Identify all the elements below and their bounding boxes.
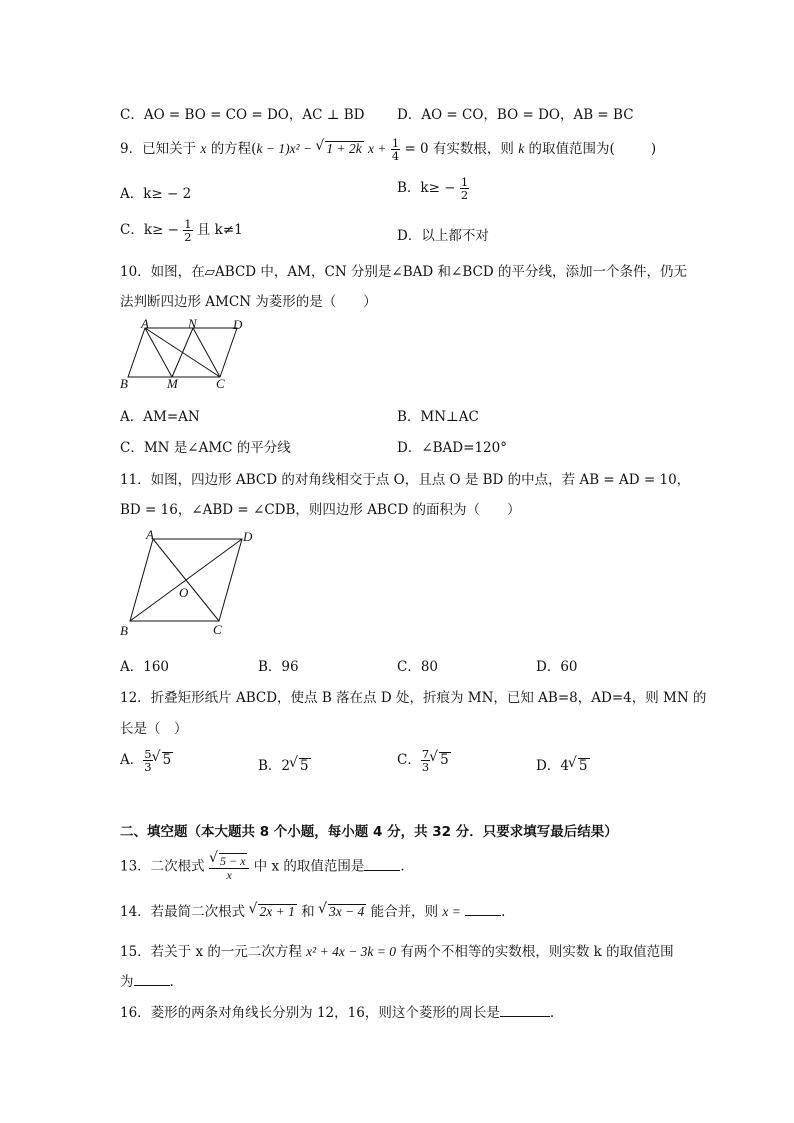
- q11-line1: 11．如图，四边形 ABCD 的对角线相交于点 O，且点 O 是 BD 的中点，若 AB = AD = 10，: [120, 472, 691, 488]
- q10-label-n: N: [188, 318, 197, 331]
- q12-option-b: B．2√ 5: [258, 754, 311, 774]
- q10-label-c: C: [216, 376, 225, 391]
- q9-option-c: C．k≥ − $\frac{1}{2}$ 且 k≠1: [120, 217, 243, 244]
- q9-option-b: B．k≥ − $\frac{1}{2}$: [397, 175, 469, 202]
- q11-option-c: C．80: [397, 659, 439, 675]
- q16-blank[interactable]: [500, 1016, 550, 1017]
- q8-option-c: C．AO = BO = CO = DO，AC ⊥ BD: [120, 107, 365, 123]
- q9-stem-eq: k − 1)x² −: [256, 141, 313, 156]
- q9-stem-pre: 9．已知关于: [120, 141, 197, 157]
- q12-line2: 长是（ ）: [120, 721, 188, 737]
- q9-stem-close: ): [650, 141, 657, 157]
- q10-label-a: A: [141, 318, 149, 331]
- q10-segment-nc: [193, 328, 220, 377]
- q15-blank[interactable]: [134, 985, 170, 986]
- q11-diagonal-bd: [130, 539, 242, 621]
- q15-line1: 15．若关于 x 的一元二次方程 x² + 4x − 3k = 0 有两个不相等的实数根，则实数 k 的取值范围: [120, 944, 674, 960]
- q15-line2: 为 .: [120, 974, 174, 990]
- q9-sqrt: √ 1 + 2k: [325, 141, 363, 156]
- q11-figure: [115, 525, 265, 643]
- q11-label-b: B: [120, 623, 128, 638]
- q14-blank[interactable]: [465, 915, 501, 916]
- q11-label-a: A: [146, 527, 154, 542]
- q10-figure: [115, 318, 255, 394]
- q13-blank[interactable]: [364, 870, 400, 871]
- q10-label-m: M: [167, 376, 178, 391]
- q11-label-d: D: [243, 529, 253, 544]
- q12-option-a: A． $\frac{5}{3}$ √ 5: [120, 748, 173, 773]
- q8-option-d: D．AO = CO，BO = DO，AB = BC: [397, 107, 634, 123]
- q10-line1: 10．如图，在▱ABCD 中，AM，CN 分别是∠BAD 和∠BCD 的平分线，添加一个条件，仍无: [120, 264, 687, 280]
- q12-option-c: C． $\frac{7}{3}$ √ 5: [397, 748, 451, 773]
- q16: 16．菱形的两条对角线长分别为 12，16，则这个菱形的周长是 .: [120, 1005, 555, 1021]
- q9-option-d: D．以上都不对: [397, 228, 489, 244]
- q10-option-c: C．MN 是∠AMC 的平分线: [120, 440, 291, 456]
- q9-frac: $\frac{1}{4}$: [391, 136, 400, 163]
- q10-line2: 法判断四边形 AMCN 为菱形的是（ ）: [120, 294, 377, 310]
- q9-stem-mid: 的方程(: [210, 141, 257, 157]
- q10-label-b: B: [120, 376, 128, 391]
- q9-stem: 9．已知关于 x 的方程(k − 1)x² − √ 1 + 2k x + $\frac{1}{4}$ = 0 有实数根，则 k 的取值范围为( ): [120, 137, 656, 162]
- q12-line1: 12．折叠矩形纸片 ABCD，使点 B 落在点 D 处，折痕为 MN，已知 AB=8，AD=4，则 MN 的: [120, 690, 707, 706]
- q9-stem-k: k: [518, 141, 525, 156]
- q11-label-c: C: [213, 622, 222, 637]
- q11-option-b: B．96: [258, 659, 299, 675]
- q10-segment-mn: [172, 328, 193, 377]
- q14: 14．若最简二次根式 √ 2x + 1 和 √ 3x − 4 能合并，则 x = .: [120, 900, 505, 920]
- q11-option-a: A．160: [120, 659, 170, 675]
- q11-label-o: O: [179, 585, 189, 600]
- q9-stem-end: 的取值范围为(: [528, 141, 615, 157]
- q9-stem-post: = 0 有实数根，则: [404, 141, 514, 157]
- q9-option-a: A．k≥ − 2: [120, 186, 192, 202]
- q10-option-b: B．MN⊥AC: [397, 409, 479, 425]
- q11-option-d: D．60: [536, 659, 578, 675]
- section-fill-in-title: 二、填空题（本大题共 8 个小题，每小题 4 分，共 32 分．只要求填写最后结果）: [120, 824, 618, 840]
- q11-line2: BD = 16，∠ABD = ∠CDB，则四边形 ABCD 的面积为（ ）: [120, 502, 521, 518]
- q10-segment-am: [145, 328, 172, 377]
- q10-option-d: D．∠BAD=120°: [397, 440, 507, 456]
- q10-label-d: D: [233, 318, 243, 332]
- q10-option-a: A．AM=AN: [120, 409, 200, 425]
- q13: 13．二次根式 √ $\frac{5 - x}{x}$ 中 x 的取值范围是 .: [120, 853, 405, 881]
- q12-option-d: D．4√ 5: [536, 754, 590, 774]
- q9-stem-x: x +: [368, 141, 387, 156]
